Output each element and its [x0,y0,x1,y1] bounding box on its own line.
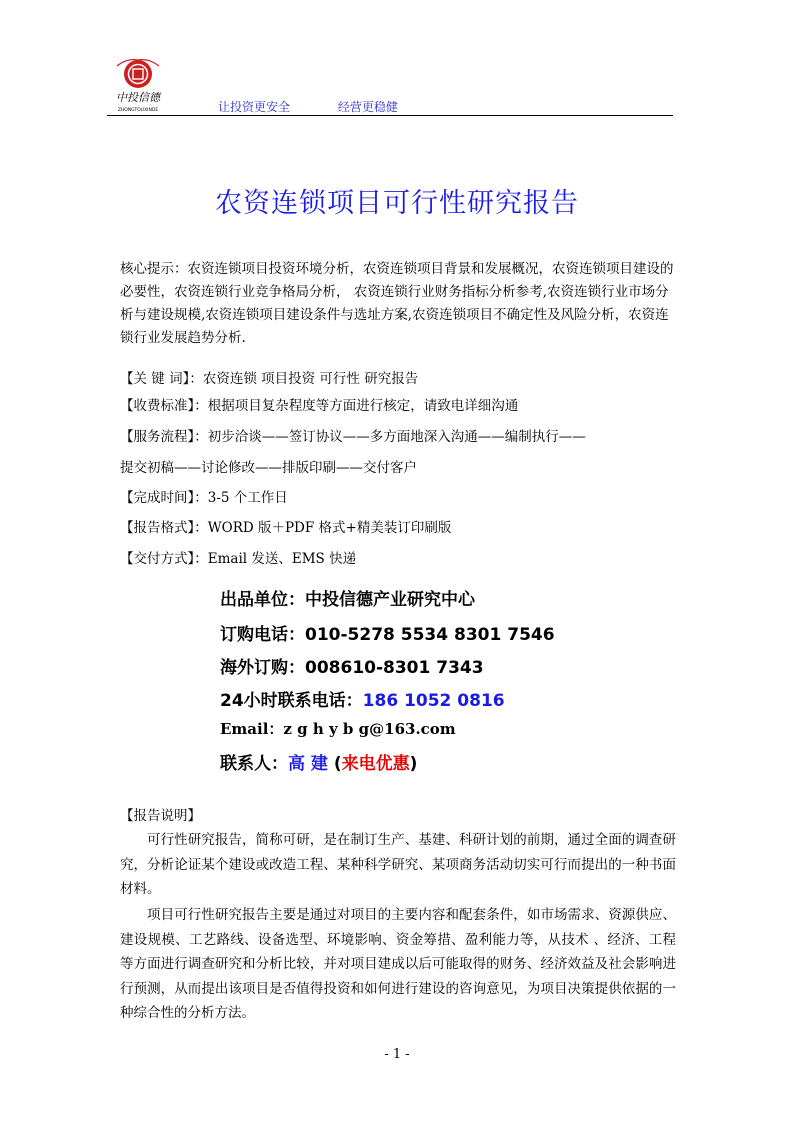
header-slogans [218,98,442,115]
delivery-value: ：Email 发送、EMS 快递 [194,551,357,567]
person-name: 高 建 [288,754,328,774]
keywords-line [120,367,680,387]
process-value-2: 提交初稿——讨论修改——排版印刷——交付客户 [120,460,417,476]
fee-line [120,394,680,414]
process-line-2 [120,456,680,476]
logo-subtext: ZHONGTOUXINDE [117,108,159,113]
hotline-number: 186 1052 0816 [362,691,505,711]
header-divider [107,115,673,116]
time-line [120,486,680,506]
keywords-value: ：农资连锁 项目投资 可行性 研究报告 [189,371,419,387]
time-value: ：3-5 个工作日 [194,490,288,506]
delivery-label: 【交付方式】 [120,551,195,567]
order-phone: 订购电话：010-5278 5534 8301 7546 [220,625,555,645]
company-logo [107,56,169,114]
document-title: 农资连锁项目可行性研究报告 [215,188,579,219]
slogan-stable: 经营更稳健 [337,100,398,114]
process-label: 【服务流程】 [120,429,195,445]
page-number: - 1 - [384,1047,410,1062]
format-value: ：WORD 版＋PDF 格式+精美装订印刷版 [194,520,452,536]
keywords-label: 【关 键 词】 [120,371,190,387]
fee-value: ：根据项目复杂程度等方面进行核定，请致电详细沟通 [194,398,519,414]
delivery-line [120,547,680,567]
slogan-safe: 让投资更安全 [218,100,291,114]
process-value: ：初步洽谈——签订协议——多方面地深入沟通——编制执行—— [194,429,586,445]
person-note: 来电优惠 [341,754,410,774]
format-label: 【报告格式】 [120,520,195,536]
publisher-unit: 出品单位：中投信德产业研究中心 [220,590,475,610]
format-line [120,516,680,536]
hotline-label: 24小时联系电话： [220,691,363,711]
fee-label: 【收费标准】 [120,398,195,414]
time-label: 【完成时间】 [120,490,195,506]
hotline [220,686,505,711]
person-note-open: ( [327,754,342,774]
overseas-order: 海外订购：008610-8301 7343 [220,658,484,678]
report-heading: 【报告说明】 [120,808,201,824]
report-paragraph-1: 可行性研究报告，简称可研，是在制订生产、基建、科研计划的前期，通过全面的调查研究，分析论证某个建设或改造工程、某种科学研究、某项商务活动切实可行而提出的一种书面材料。 [120,832,676,897]
report-paragraph-2: 项目可行性研究报告主要是通过对项目的主要内容和配套条件，如市场需求、资源供应、建设规模、工艺路线、设备选型、环境影响、资金筹措、盈利能力等，从技术 、经济、工程等方面进行调查研究和分析比较，并对项目建成以后可能取得的财务、经济效益及社会影响进行预测，从而提出该项目是否值得投资和如何进行建设的咨询意见，为项目决策提供依据的一种综合性的分析方法。 [120,907,676,1021]
person-label: 联系人： [220,754,288,774]
process-line [120,425,680,445]
person-note-close: ) [409,754,418,774]
contact-person [220,749,417,774]
core-summary: 核心提示：农资连锁项目投资环境分析，农资连锁项目背景和发展概况，农资连锁项目建设的必要性，农资连锁行业竞争格局分析， 农资连锁行业财务指标分析参考,农资连锁行业市场分析与建设规模,农资连锁项目建设条件与选址方案,农资连锁项目不确定性及风险分析，农资连锁行业发展趋势分析. [120,261,674,346]
logo-text: 中投信德 [116,91,160,104]
contact-email: Email：z g h y b g@163.com [220,720,456,738]
